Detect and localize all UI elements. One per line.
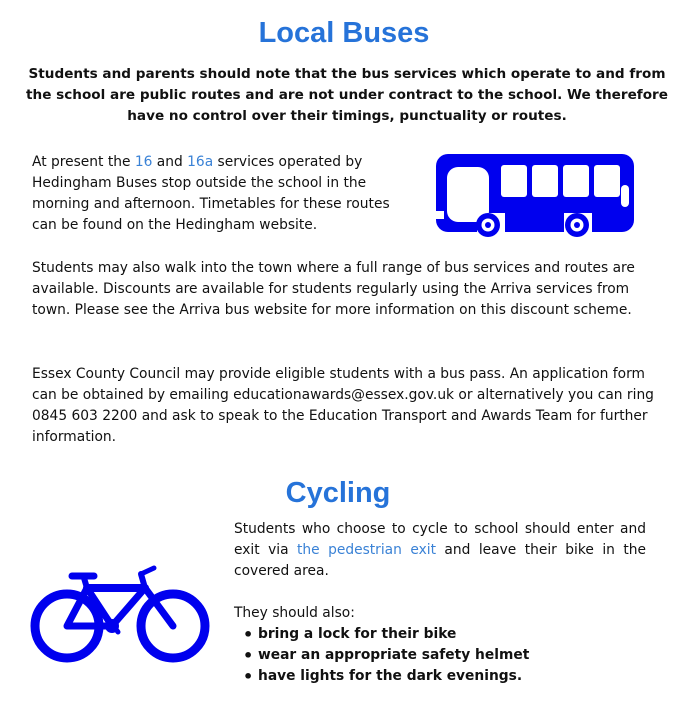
buses-title: Local Buses [258, 17, 430, 49]
buses-paragraph-1 [32, 152, 402, 236]
text: At present the [32, 154, 135, 170]
route-16-link[interactable]: 16 [134, 154, 153, 170]
buses-intro: Students and parents should note that the bus services which operate to and from the school are public routes and are not under contract to the school. We therefore have no control over their timings, punctuality or routes. [26, 66, 668, 124]
bicycle-icon [28, 562, 213, 668]
cycling-title: Cycling [285, 477, 391, 509]
cycling-also: They should also: [234, 605, 355, 621]
route-16a-link[interactable]: 16a [187, 154, 214, 170]
list-item: • bring a lock for their bike [258, 624, 678, 645]
cycling-paragraph-1 [234, 519, 646, 582]
text: services operated by Hedingham Buses stop outside the school in the morning and afternoon. Timetables for these routes can be found on the Hedingham website. [32, 154, 390, 233]
text: and [152, 154, 188, 170]
list-item: • have lights for the dark evenings. [258, 666, 678, 687]
text: and leave their bike in the covered area. [234, 542, 646, 579]
text: Students who choose to cycle to school should enter and exit via [234, 521, 646, 558]
buses-paragraph-2: Students may also walk into the town where a full range of bus services and routes are available. Discounts are available for students regularly using the Arriva services from town. Please see the Arriva bus website for more information on this discount scheme. [32, 260, 635, 318]
cycling-bullet-list [234, 624, 678, 687]
bus-icon [433, 153, 637, 237]
buses-paragraph-3: Essex County Council may provide eligible students with a bus pass. An application form can be obtained by emailing educationawards@essex.gov.uk or alternatively you can ring 0845 603 2200 and ask to speak to the Education Transport and Awards Team for further information. [32, 366, 654, 445]
pedestrian-exit-link[interactable]: the pedestrian exit [297, 542, 436, 558]
list-item: • wear an appropriate safety helmet [258, 645, 678, 666]
